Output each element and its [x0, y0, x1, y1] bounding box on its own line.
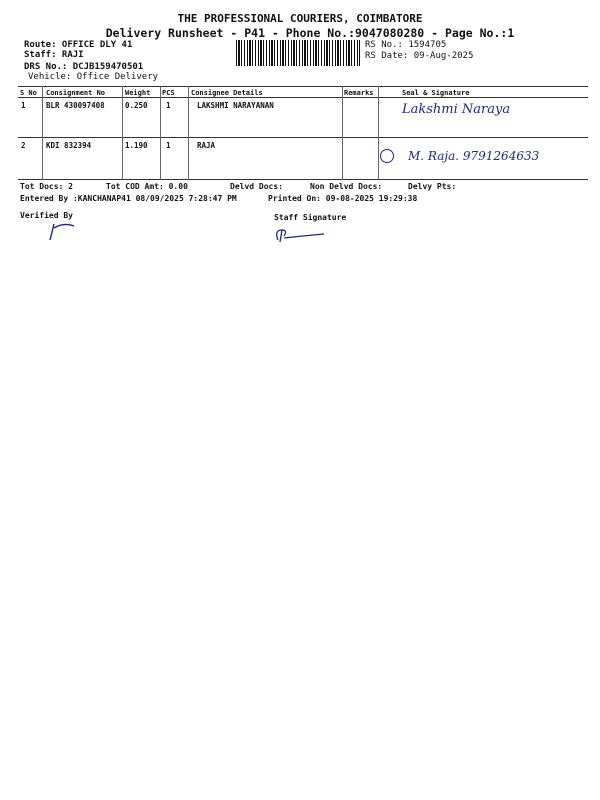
total-cod-amount: Tot COD Amt: 0.00	[106, 182, 188, 191]
total-docs: Tot Docs: 2	[20, 182, 73, 191]
non-delivered-docs: Non Delvd Docs:	[310, 182, 383, 191]
rs-number: RS No.: 1594705	[365, 40, 447, 50]
staff-signature-mark	[272, 224, 332, 244]
row-2-sno: 2	[21, 141, 26, 150]
delivered-docs: Delvd Docs:	[230, 182, 283, 191]
row-2-signature: M. Raja. 9791264633	[408, 149, 540, 163]
staff-label: Staff: RAJI	[24, 50, 84, 60]
row-2-consignment: KDI 832394	[46, 141, 92, 150]
verified-by-label: Verified By	[20, 211, 73, 220]
barcode-image	[236, 40, 360, 66]
row-1-pcs: 1	[166, 101, 171, 110]
row-1-signature: Lakshmi Naraya	[402, 102, 511, 117]
col-header-signature: Seal & Signature	[402, 89, 470, 97]
row-1-consignment: BLR 430097408	[46, 101, 105, 110]
runsheet-table	[18, 86, 588, 180]
row-2-weight: 1.190	[125, 141, 148, 150]
col-header-weight: Weight	[125, 89, 151, 97]
col-header-consignment: Consignment No	[46, 89, 106, 97]
route-label: Route: OFFICE DLY 41	[24, 40, 133, 50]
col-header-sno: S No	[20, 89, 37, 97]
row-1-sno: 1	[21, 101, 26, 110]
delivery-points: Delvy Pts:	[408, 182, 457, 191]
row-2-consignee: RAJA	[197, 141, 216, 150]
col-header-pcs: PCS	[162, 89, 175, 97]
drs-number: DRS No.: DCJB159470501	[24, 62, 144, 72]
staff-signature-label: Staff Signature	[274, 213, 347, 222]
row-2-pcs: 1	[166, 141, 171, 150]
company-name: THE PROFESSIONAL COURIERS, COIMBATORE	[177, 12, 423, 25]
row-1-weight: 0.250	[125, 101, 148, 110]
vehicle-label: Vehicle: Office Delivery	[28, 72, 159, 82]
col-header-consignee: Consignee Details	[191, 89, 263, 97]
runsheet-title: Delivery Runsheet - P41 - Phone No.:9047080280 - Page No.:1	[105, 26, 515, 40]
row-2-seal-mark	[380, 149, 394, 163]
entered-by: Entered By :KANCHANAP41 08/09/2025 7:28:47 PM	[20, 194, 237, 203]
col-header-remarks: Remarks	[344, 89, 374, 97]
row-1-consignee: LAKSHMI NARAYANAN	[197, 101, 274, 110]
rs-date: RS Date: 09-Aug-2025	[365, 51, 474, 61]
verified-signature-mark	[44, 220, 84, 242]
printed-on: Printed On: 09-08-2025 19:29:38	[268, 194, 418, 203]
